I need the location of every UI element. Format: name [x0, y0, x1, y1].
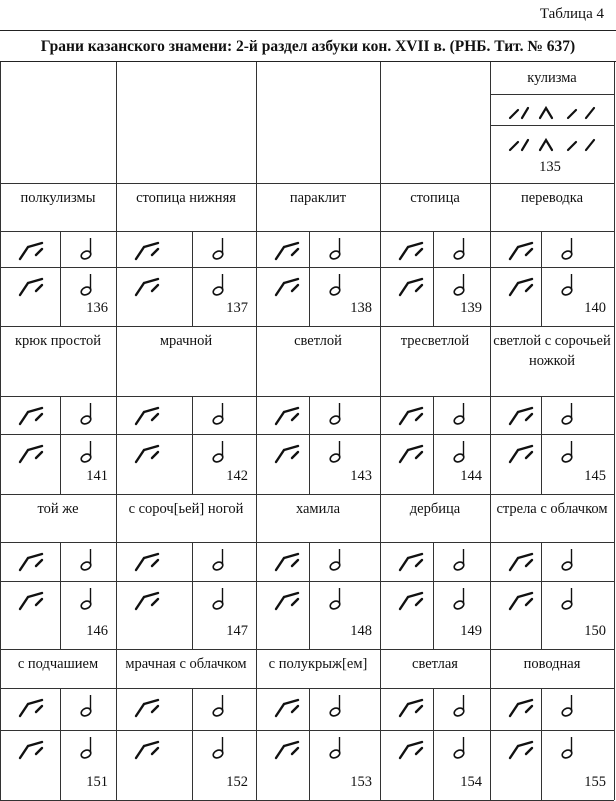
row-divider — [0, 434, 614, 435]
half-note-icon — [208, 585, 238, 613]
neume-name-label: светлой — [294, 333, 342, 349]
neume-name-label: с подчашием — [17, 656, 99, 672]
row-divider — [0, 688, 614, 689]
neume-glyph-icon — [394, 273, 434, 301]
neume-glyph-icon — [270, 440, 310, 468]
half-note-icon — [449, 692, 479, 720]
half-note-icon — [449, 235, 479, 263]
row-divider — [0, 267, 614, 268]
neume-name-label: переводка — [520, 190, 584, 206]
neume-glyph-icon — [14, 440, 54, 468]
column-divider — [0, 62, 1, 800]
neume-name-label: параклит — [289, 190, 347, 206]
neume-glyph-icon — [504, 402, 544, 430]
neume-glyph-icon — [394, 736, 434, 764]
entry-number: 147 — [226, 623, 248, 639]
half-note-icon — [325, 400, 355, 428]
half-note-icon — [325, 692, 355, 720]
neume-name-label: дербица — [409, 501, 461, 517]
neume-glyph-icon — [14, 548, 54, 576]
entry-number: 154 — [460, 774, 482, 790]
neume-glyph-icon — [14, 694, 54, 722]
column-divider — [380, 62, 381, 183]
row-divider — [0, 326, 614, 327]
half-note-icon — [449, 546, 479, 574]
half-note-icon — [325, 438, 355, 466]
entry-number: 149 — [460, 623, 482, 639]
neume-glyph-icon — [394, 694, 434, 722]
neume-glyph-icon — [270, 587, 310, 615]
row-divider — [0, 396, 614, 397]
neume-glyph-icon — [130, 694, 170, 722]
entry-number: 137 — [226, 300, 248, 316]
half-note-icon — [76, 438, 106, 466]
row-divider — [0, 542, 614, 543]
neume-name-label: мрачной — [159, 333, 213, 349]
entry-number: 151 — [86, 774, 108, 790]
entry-number: 143 — [350, 468, 372, 484]
neume-glyph-icon — [130, 587, 170, 615]
neume-glyph-icon — [504, 694, 544, 722]
half-note-icon — [449, 271, 479, 299]
neume-glyph-icon — [394, 548, 434, 576]
entry-number: 148 — [350, 623, 372, 639]
half-note-icon — [208, 734, 238, 762]
neume-name-label: хамила — [295, 501, 341, 517]
half-note-icon — [76, 734, 106, 762]
table-label: Таблица 4 — [539, 6, 604, 22]
neume-name-label: полкулизмы — [20, 190, 96, 206]
half-note-icon — [449, 734, 479, 762]
kulizma-label: кулизма — [527, 70, 577, 86]
neume-name-label: с полукрыж[ем] — [268, 656, 368, 672]
column-divider — [256, 62, 257, 183]
column-divider — [60, 542, 61, 649]
neume-glyph-icon — [504, 273, 544, 301]
column-divider — [116, 62, 117, 183]
neume-glyph-icon — [504, 440, 544, 468]
neume-glyph-icon — [130, 736, 170, 764]
entry-number: 144 — [460, 468, 482, 484]
neume-glyph-icon — [270, 694, 310, 722]
neume-glyph-icon — [14, 237, 54, 265]
column-divider — [256, 326, 257, 494]
half-note-icon — [557, 734, 587, 762]
entry-number: 145 — [584, 468, 606, 484]
column-divider — [380, 326, 381, 494]
half-note-icon — [557, 438, 587, 466]
neume-glyph-icon — [394, 587, 434, 615]
entry-number: 139 — [460, 300, 482, 316]
neume-glyph-icon — [14, 587, 54, 615]
neume-glyph-icon — [130, 548, 170, 576]
entry-number: 152 — [226, 774, 248, 790]
neume-name-label: светлой с сорочьей ножкой — [493, 333, 611, 369]
neume-glyph-icon — [504, 736, 544, 764]
half-note-icon — [325, 585, 355, 613]
entry-number: 140 — [584, 300, 606, 316]
half-note-icon — [208, 271, 238, 299]
row-divider — [490, 94, 614, 95]
half-note-icon — [76, 235, 106, 263]
kulizma-number: 135 — [539, 159, 561, 175]
neume-glyph-icon — [130, 237, 170, 265]
neume-glyph-icon — [270, 273, 310, 301]
half-note-icon — [557, 235, 587, 263]
half-note-icon — [325, 235, 355, 263]
column-divider — [192, 231, 193, 326]
half-note-icon — [208, 692, 238, 720]
neume-name-label: тресветлой — [400, 333, 470, 349]
half-note-icon — [208, 235, 238, 263]
neume-glyph-icon — [270, 402, 310, 430]
half-note-icon — [557, 400, 587, 428]
half-note-icon — [449, 585, 479, 613]
column-divider — [192, 688, 193, 800]
half-note-icon — [557, 546, 587, 574]
neume-glyph-icon — [394, 237, 434, 265]
neume-glyph-icon — [394, 402, 434, 430]
row-divider — [0, 494, 614, 495]
column-divider — [60, 231, 61, 326]
column-divider — [60, 688, 61, 800]
entry-number: 141 — [86, 468, 108, 484]
neume-glyph-icon — [506, 134, 606, 156]
row-divider — [490, 125, 614, 126]
half-note-icon — [76, 400, 106, 428]
half-note-icon — [76, 585, 106, 613]
half-note-icon — [325, 546, 355, 574]
entry-number: 155 — [584, 774, 606, 790]
column-divider — [490, 62, 491, 183]
half-note-icon — [76, 271, 106, 299]
neume-name-label: с сороч[ьей] ногой — [128, 501, 244, 517]
neume-glyph-icon — [504, 587, 544, 615]
entry-number: 136 — [86, 300, 108, 316]
entry-number: 142 — [226, 468, 248, 484]
row-divider — [0, 730, 614, 731]
neume-glyph-icon — [270, 736, 310, 764]
entry-number: 138 — [350, 300, 372, 316]
neume-glyph-icon — [270, 548, 310, 576]
half-note-icon — [557, 692, 587, 720]
entry-number: 153 — [350, 774, 372, 790]
column-divider — [60, 396, 61, 494]
neume-glyph-icon — [504, 237, 544, 265]
neume-name-label: стопица нижняя — [136, 190, 236, 206]
half-note-icon — [557, 271, 587, 299]
neume-glyph-icon — [504, 548, 544, 576]
half-note-icon — [208, 546, 238, 574]
neume-name-label: мрачная с облачком — [125, 656, 247, 672]
neume-name-label: стопица — [410, 190, 460, 206]
half-note-icon — [449, 400, 479, 428]
half-note-icon — [208, 400, 238, 428]
column-divider — [192, 542, 193, 649]
half-note-icon — [76, 692, 106, 720]
neume-glyph-icon — [130, 273, 170, 301]
half-note-icon — [449, 438, 479, 466]
neume-table — [0, 62, 614, 800]
neume-name-label: светлая — [412, 656, 458, 672]
entry-number: 146 — [86, 623, 108, 639]
neume-name-label: стрела с облачком — [496, 501, 608, 517]
row-divider — [0, 581, 614, 582]
half-note-icon — [325, 271, 355, 299]
row-divider — [0, 231, 614, 232]
half-note-icon — [76, 546, 106, 574]
neume-glyph-icon — [270, 237, 310, 265]
neume-glyph-icon — [14, 273, 54, 301]
neume-name-label: крюк простой — [14, 333, 101, 349]
entry-number: 150 — [584, 623, 606, 639]
column-divider — [192, 396, 193, 494]
neume-glyph-icon — [130, 440, 170, 468]
neume-glyph-icon — [394, 440, 434, 468]
half-note-icon — [208, 438, 238, 466]
neume-name-label: той же — [37, 501, 79, 517]
neume-glyph-icon — [506, 102, 606, 124]
row-divider — [0, 183, 614, 184]
half-note-icon — [325, 734, 355, 762]
neume-name-label: поводная — [523, 656, 581, 672]
neume-glyph-icon — [14, 736, 54, 764]
half-note-icon — [557, 585, 587, 613]
row-divider — [0, 649, 614, 650]
column-divider — [614, 62, 615, 800]
neume-glyph-icon — [130, 402, 170, 430]
neume-glyph-icon — [14, 402, 54, 430]
column-divider — [116, 326, 117, 494]
table-title: Грани казанского знамени: 2-й раздел азбуки кон. XVII в. (РНБ. Тит. № 637) — [0, 30, 616, 62]
